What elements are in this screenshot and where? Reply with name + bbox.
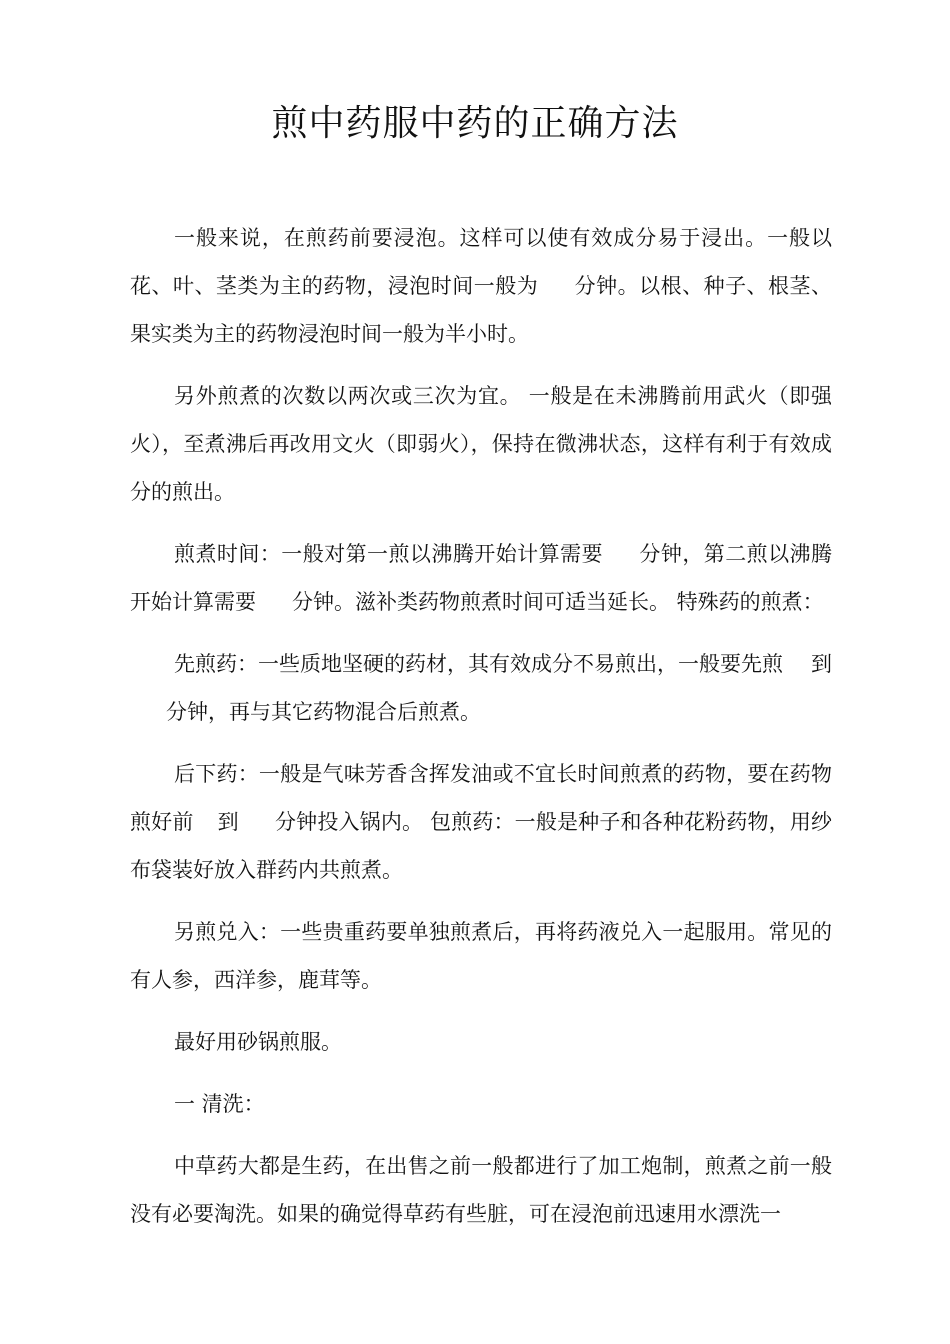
paragraph-cleaning: 中草药大都是生药，在出售之前一般都进行了加工炮制，煎煮之前一般没有必要淘洗。如果的确觉得草药有些脏，可在浸泡前迅速用水漂洗一 (130, 1154, 832, 1226)
paragraph-add-later-part-c: 分钟投入锅内。 包煎药：一般是种子和各种花粉药物，用纱布袋装好放入群药内共煎煮。 (130, 810, 832, 882)
paragraph-decoct-first (130, 640, 832, 736)
paragraph-decoction-times: 另外煎煮的次数以两次或三次为宜。 一般是在未沸腾前用武火（即强火），至煮沸后再改用文火（即弱火），保持在微沸状态，这样有利于有效成分的煎出。 (130, 384, 832, 504)
paragraph-soaking (130, 214, 832, 358)
paragraph-add-later-part-b: 到 (217, 810, 239, 834)
document-body (130, 214, 832, 1252)
paragraph-decoct-first-part-c: 分钟，再与其它药物混合后煎煮。 (166, 700, 481, 724)
paragraph-clay-pot: 最好用砂锅煎服。 (174, 1030, 342, 1054)
paragraph-decoction-duration (130, 530, 832, 626)
paragraph-add-later (130, 750, 832, 894)
paragraph-add-later-part-a: 后下药：一般是气味芳香含挥发油或不宜长时间煎煮的药物，要在药物煎好前 (130, 762, 832, 834)
paragraph-separate-decoction: 另煎兑入：一些贵重药要单独煎煮后，再将药液兑入一起服用。常见的有人参，西洋参，鹿茸等。 (130, 920, 832, 992)
paragraph-soaking-part-b: 分钟。以根、种子、根茎、果实类为主的药物浸泡时间一般为半小时。 (130, 274, 833, 346)
section-heading-cleaning: 一 清洗： (174, 1092, 265, 1116)
paragraph-duration-part-b: 分钟，第二煎以沸腾开始计算需要 (130, 542, 833, 614)
paragraph-duration-part-a: 煎煮时间：一般对第一煎以沸腾开始计算需要 (174, 542, 603, 566)
paragraph-duration-part-c: 分钟。滋补类药物煎煮时间可适当延长。 特殊药的煎煮： (292, 590, 824, 614)
paragraph-decoct-first-part-a: 先煎药：一些质地坚硬的药材，其有效成分不易煎出，一般要先煎 (174, 652, 783, 676)
document-title: 煎中药服中药的正确方法 (271, 103, 679, 144)
paragraph-soaking-part-a: 一般来说，在煎药前要浸泡。这样可以使有效成分易于浸出。一般以花、叶、茎类为主的药物，浸泡时间一般为 (130, 226, 832, 298)
paragraph-decoct-first-part-b: 到 (811, 652, 832, 676)
